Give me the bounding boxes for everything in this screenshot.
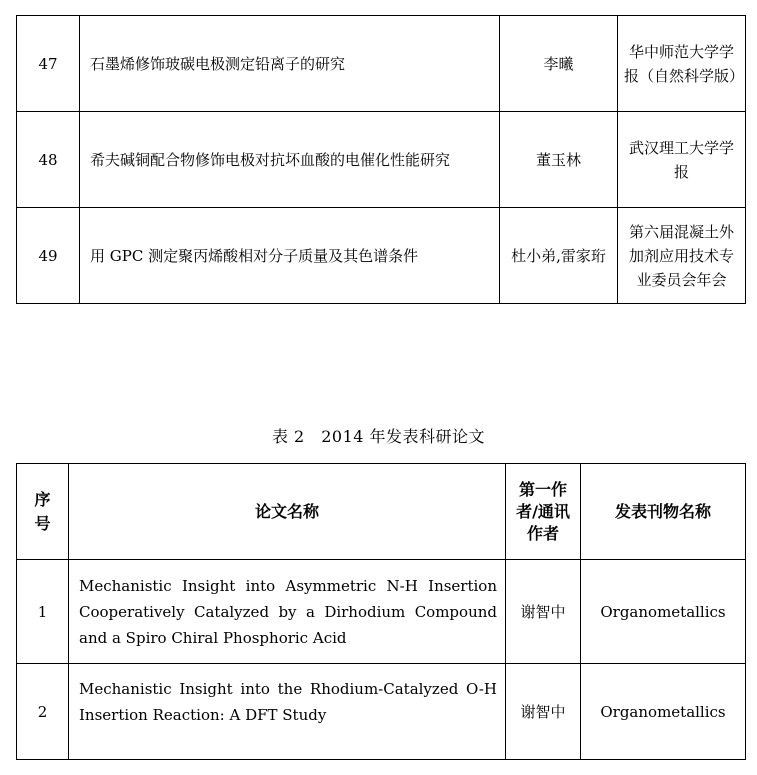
paper-author: 董玉林 [500, 112, 618, 208]
papers-table-continued [16, 15, 746, 304]
header-journal: 发表刊物名称 [581, 464, 746, 560]
header-number: 序号 [17, 464, 69, 560]
table-header-row [17, 464, 746, 560]
row-number: 48 [17, 112, 80, 208]
paper-journal: Organometallics [581, 560, 746, 664]
row-number: 1 [17, 560, 69, 664]
paper-author: 谢智中 [506, 664, 581, 760]
papers-table-2014 [16, 463, 746, 760]
paper-journal: Organometallics [581, 664, 746, 760]
table-row [17, 560, 746, 664]
paper-title: Mechanistic Insight into Asymmetric N-H Insertion Cooperatively Catalyzed by a Dirhodium Compound and a Spiro Chiral Phosphoric Acid [69, 560, 506, 664]
header-title: 论文名称 [69, 464, 506, 560]
table-row [17, 208, 746, 304]
paper-author: 杜小弟,雷家珩 [500, 208, 618, 304]
header-author: 第一作者/通讯作者 [506, 464, 581, 560]
table-row [17, 664, 746, 760]
row-number: 47 [17, 16, 80, 112]
table-row [17, 112, 746, 208]
paper-title: 用 GPC 测定聚丙烯酸相对分子质量及其色谱条件 [80, 208, 500, 304]
paper-journal: 武汉理工大学学报 [618, 112, 746, 208]
table-caption: 表 2 2014 年发表科研论文 [271, 427, 486, 446]
paper-author: 谢智中 [506, 560, 581, 664]
paper-author: 李曦 [500, 16, 618, 112]
paper-journal: 华中师范大学学报（自然科学版） [618, 16, 746, 112]
row-number: 2 [17, 664, 69, 760]
table-row [17, 16, 746, 112]
paper-title: Mechanistic Insight into the Rhodium-Catalyzed O-H Insertion Reaction: A DFT Study [69, 664, 506, 760]
paper-journal: 第六届混凝土外加剂应用技术专业委员会年会 [618, 208, 746, 304]
paper-title: 石墨烯修饰玻碳电极测定铅离子的研究 [80, 16, 500, 112]
paper-title: 希夫碱铜配合物修饰电极对抗坏血酸的电催化性能研究 [80, 112, 500, 208]
row-number: 49 [17, 208, 80, 304]
